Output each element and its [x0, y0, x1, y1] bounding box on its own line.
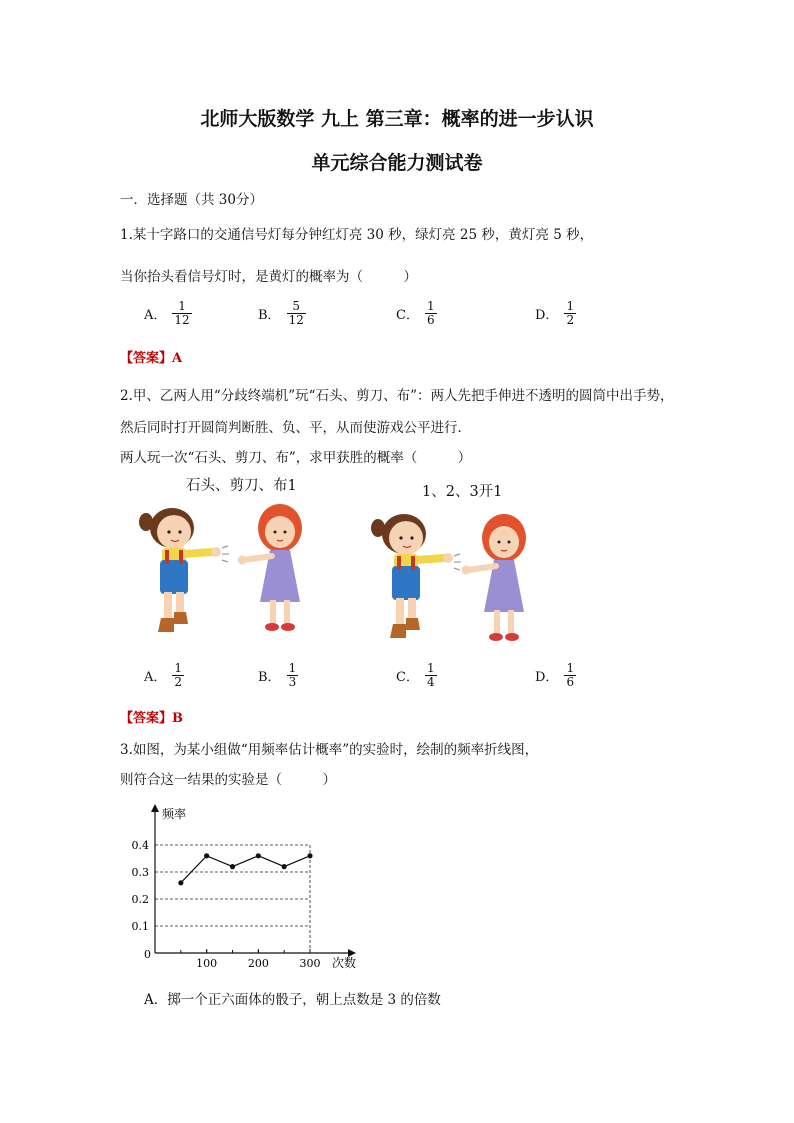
- x-tick-label: 100: [196, 957, 218, 970]
- y-tick-label: 0.3: [131, 866, 149, 879]
- q3-option-a: A．掷一个正六面体的骰子，朝上点数是 3 的倍数: [144, 992, 441, 1008]
- fraction: $\frac{1}{12}$: [174, 299, 190, 327]
- data-point: [256, 853, 261, 858]
- q3-line1: 3.如图，为某小组做“用频率估计概率”的实验时，绘制的频率折线图，: [120, 742, 539, 758]
- q3-line2: 则符合这一结果的实验是（ ）: [120, 772, 336, 788]
- q2-option-b: B． $\frac{1}{3}$: [258, 661, 297, 689]
- girl-left-2: [371, 514, 453, 638]
- q2-line3: 两人玩一次“石头、剪刀、布”，求甲获胜的概率（ ）: [120, 450, 472, 466]
- fraction: $\frac{1}{3}$: [288, 661, 297, 689]
- q1-line1: 1.某十字路口的交通信号灯每分钟红灯亮 30 秒，绿灯亮 25 秒，黄灯亮 5 秒，: [120, 227, 594, 243]
- y-axis-label: 频率: [162, 807, 187, 821]
- q1-answer: 【答案】A: [120, 351, 183, 366]
- q1-option-d: D． $\frac{1}{2}$: [535, 299, 575, 327]
- rock-paper-scissors-illustration: [130, 496, 550, 646]
- q2-option-c: C． $\frac{1}{4}$: [396, 661, 435, 689]
- fraction: $\frac{1}{2}$: [174, 661, 183, 689]
- q2-option-a: A． $\frac{1}{2}$: [144, 661, 183, 689]
- fraction: $\frac{1}{4}$: [426, 661, 435, 689]
- frequency-series-line: [181, 856, 310, 883]
- page-title: 北师大版数学 九上 第三章：概率的进一步认识: [200, 108, 594, 130]
- girl-left-1: [139, 508, 221, 632]
- origin-label: 0: [144, 948, 151, 961]
- data-point: [178, 880, 183, 885]
- fraction: $\frac{1}{6}$: [426, 299, 435, 327]
- q2-answer: 【答案】B: [120, 711, 184, 726]
- data-point: [204, 853, 209, 858]
- q1-option-c: C． $\frac{1}{6}$: [396, 299, 435, 327]
- section-heading: 一．选择题（共 30分）: [120, 192, 263, 208]
- fraction: $\frac{1}{6}$: [566, 661, 575, 689]
- girl-right-2: [462, 514, 527, 641]
- fraction: $\frac{5}{12}$: [288, 299, 304, 327]
- page-subtitle: 单元综合能力测试卷: [311, 152, 483, 174]
- q2-line1: 2.甲、乙两人用“分歧终端机”玩“石头、剪刀、布”：两人先把手伸进不透明的圆筒中出手势，: [120, 388, 674, 404]
- fraction: $\frac{1}{2}$: [566, 299, 575, 327]
- data-point: [307, 853, 312, 858]
- y-tick-label: 0.4: [131, 839, 149, 852]
- y-axis-arrow: [151, 804, 159, 812]
- data-point: [230, 864, 235, 869]
- frequency-line-chart: [120, 800, 380, 975]
- y-tick-label: 0.1: [131, 920, 149, 933]
- caption-right: 1、2、3开1: [422, 484, 503, 500]
- q2-line2: 然后同时打开圆筒判断胜、负、平，从而使游戏公平进行．: [120, 420, 471, 436]
- q2-option-d: D． $\frac{1}{6}$: [535, 661, 575, 689]
- q1-option-b: B． $\frac{5}{12}$: [258, 299, 304, 327]
- q1-line2: 当你抬头看信号灯时，是黄灯的概率为（ ）: [120, 269, 417, 285]
- y-tick-label: 0.2: [131, 893, 149, 906]
- girl-right-1: [238, 504, 303, 631]
- x-tick-label: 200: [247, 957, 269, 970]
- x-tick-label: 300: [299, 957, 321, 970]
- x-axis-label: 次数: [332, 956, 357, 970]
- q1-option-a: A． $\frac{1}{12}$: [144, 299, 190, 327]
- caption-left: 石头、剪刀、布1: [186, 478, 297, 494]
- data-point: [282, 864, 287, 869]
